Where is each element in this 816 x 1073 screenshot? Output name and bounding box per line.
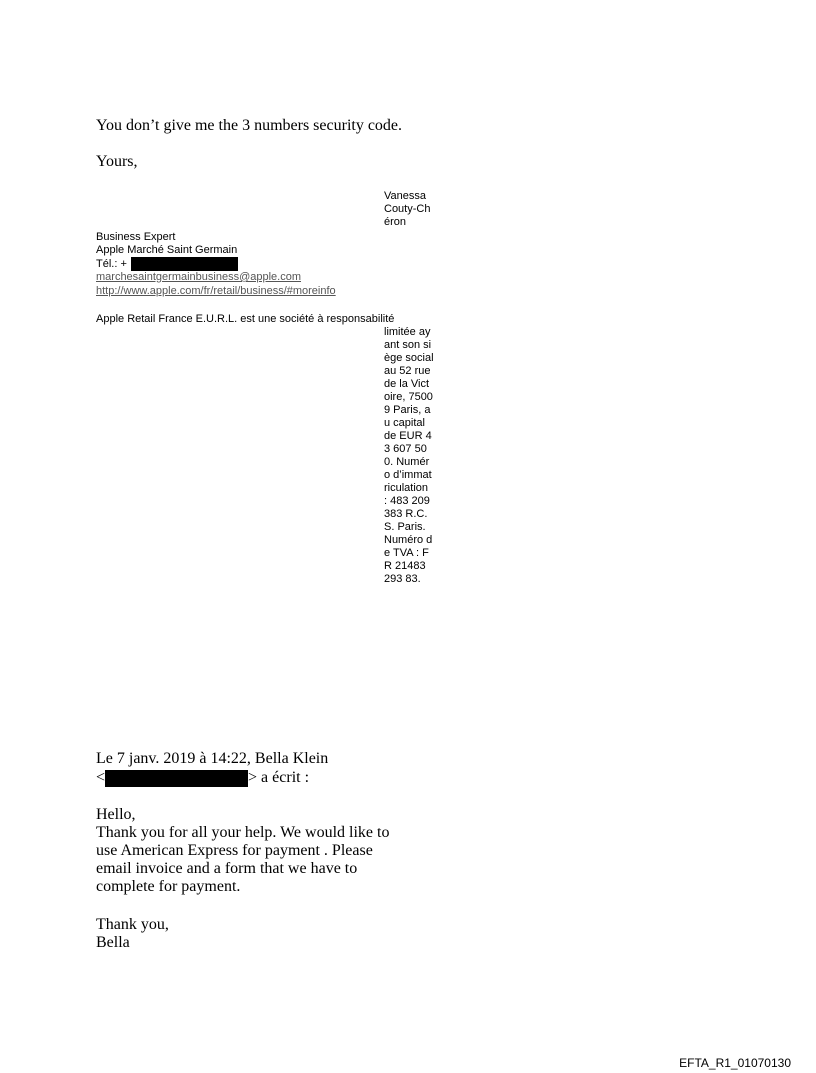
phone-label: Tél.: + <box>96 257 127 270</box>
signature-url-link[interactable]: http://www.apple.com/fr/retail/business/#moreinfo <box>96 285 336 297</box>
body-line: You don’t give me the 3 numbers security code. <box>96 117 403 134</box>
quoted-header: Le 7 janv. 2019 à 14:22, Bella Klein <box>96 750 329 767</box>
legal-notice-body: limitée ayant son siège social au 52 rue de la Victoire, 75009 Paris, au capital de EUR 43 607 500. Numéro d’immatriculation : 483 209 383 R.C.S. Paris. Numéro de TVA : FR 21483 293 83. <box>384 326 434 585</box>
signature-role: Business Expert <box>96 231 176 243</box>
quoted-signoff: Bella <box>96 934 130 951</box>
redaction-bar <box>105 770 248 787</box>
signature-name: Vanessa Couty-Chéron <box>384 190 431 228</box>
signature-store: Apple Marché Saint Germain <box>96 244 238 256</box>
quoted-greeting: Hello, <box>96 806 136 823</box>
quoted-thanks: Thank you, <box>96 916 169 933</box>
sender-close: > a écrit : <box>248 769 310 786</box>
quoted-message: Thank you for all your help. We would like to use American Express for payment . Please email invoice and a form that we have to complete for payment. <box>96 824 390 895</box>
redaction-bar <box>131 257 238 271</box>
quoted-header-sender <box>96 769 309 787</box>
signature-email-link[interactable]: marchesaintgermainbusiness@apple.com <box>96 271 301 283</box>
closing-line: Yours, <box>96 153 138 170</box>
document-id: EFTA_R1_01070130 <box>679 1056 791 1070</box>
sender-open: < <box>96 769 106 786</box>
signature-phone <box>96 257 238 271</box>
legal-notice-lead: Apple Retail France E.U.R.L. est une société à responsabilité <box>96 313 395 325</box>
